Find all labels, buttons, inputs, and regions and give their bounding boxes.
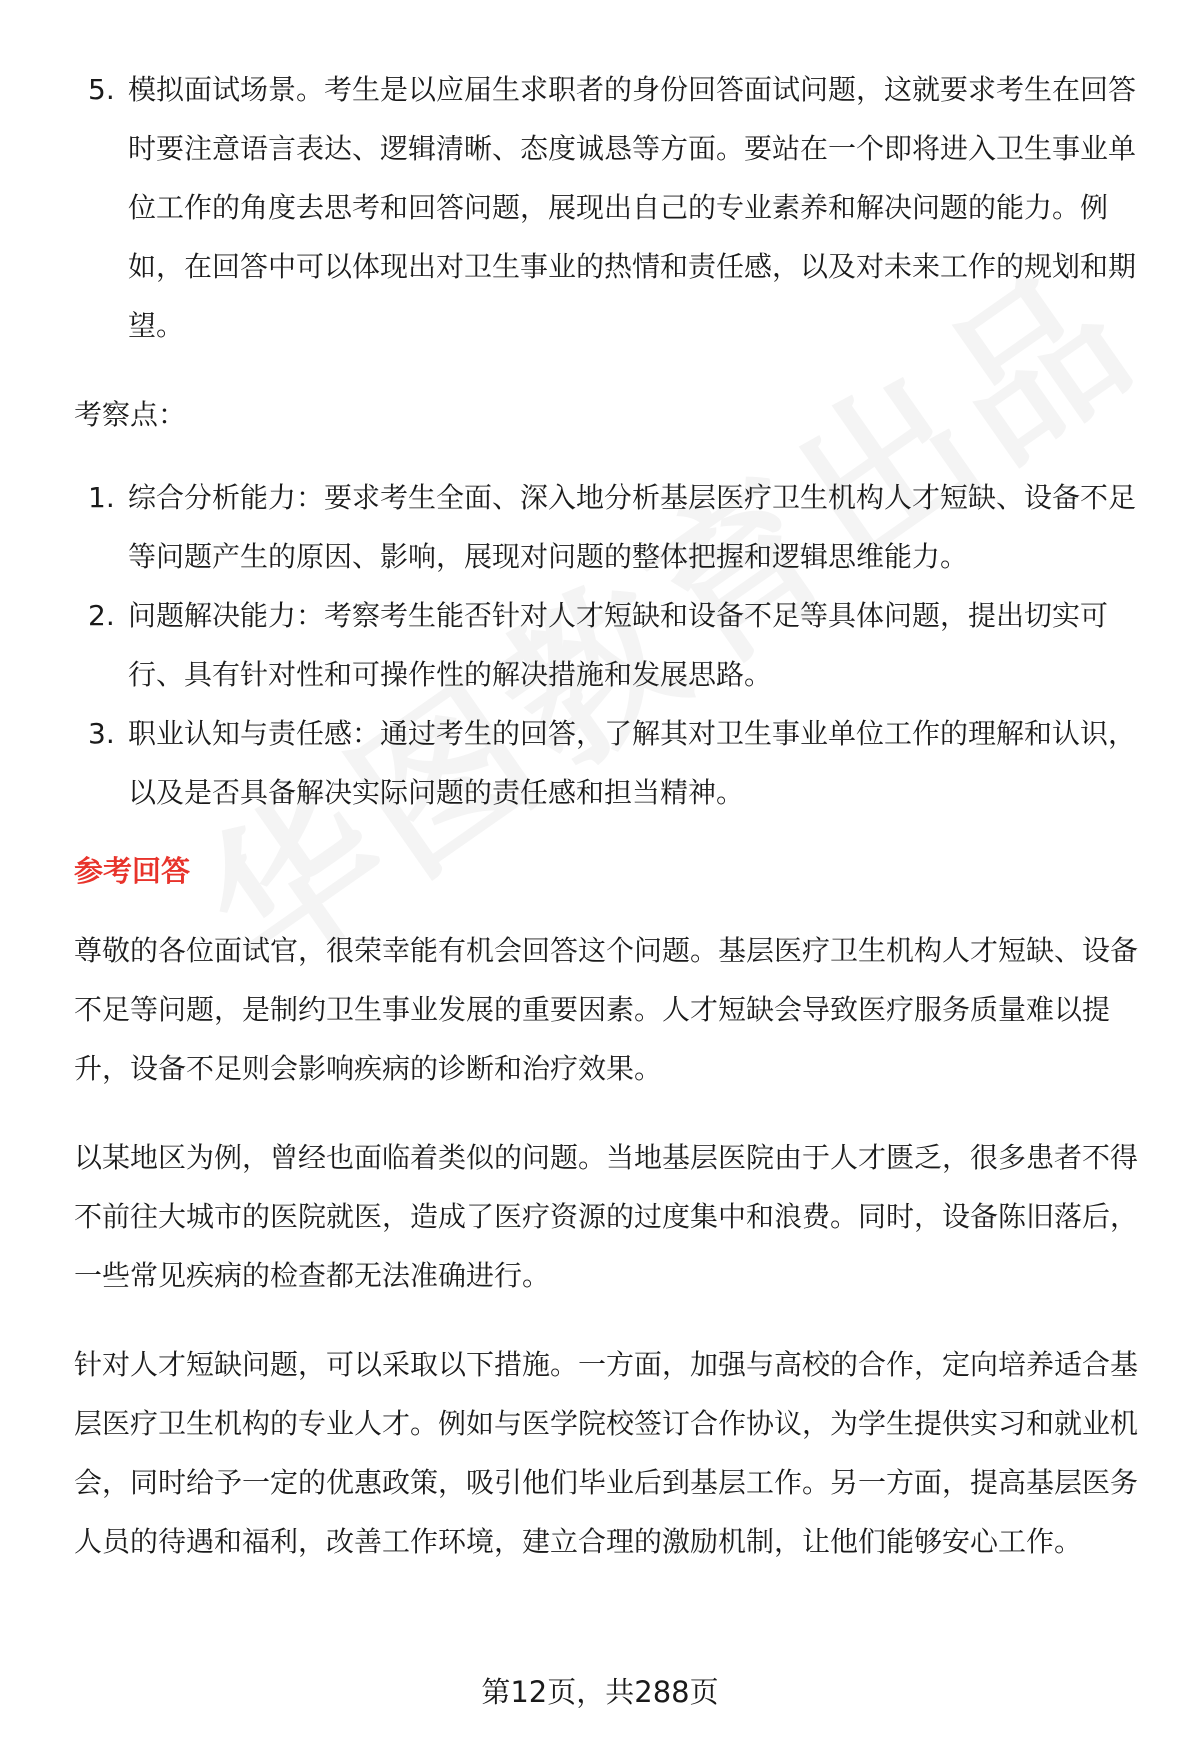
point-item-3 [74, 704, 1146, 822]
list-number: 5. [88, 73, 115, 106]
answer-paragraph-1: 尊敬的各位面试官，很荣幸能有机会回答这个问题。基层医疗卫生机构人才短缺、设备不足等问题，是制约卫生事业发展的重要因素。人才短缺会导致医疗服务质量难以提升，设备不足则会影响疾病的诊断和治疗效果。 [74, 934, 1139, 1085]
answer-paragraph-2: 以某地区为例，曾经也面临着类似的问题。当地基层医院由于人才匮乏，很多患者不得不前往大城市的医院就医，造成了医疗资源的过度集中和浪费。同时，设备陈旧落后，一些常见疾病的检查都无法准确进行。 [74, 1141, 1139, 1292]
answer-paragraph-3: 针对人才短缺问题，可以采取以下措施。一方面，加强与高校的合作，定向培养适合基层医疗卫生机构的专业人才。例如与医学院校签订合作协议，为学生提供实习和就业机会，同时给予一定的优惠政策，吸引他们毕业后到基层工作。另一方面，提高基层医务人员的待遇和福利，改善工作环境，建立合理的激励机制，让他们能够安心工作。 [74, 1348, 1139, 1558]
paragraph-gap [74, 1305, 1146, 1335]
list-text: 问题解决能力：考察考生能否针对人才短缺和设备不足等具体问题，提出切实可行、具有针对性和可操作性的解决措施和发展思路。 [128, 599, 1109, 691]
paragraph-gap [74, 1098, 1146, 1128]
point-item-1 [74, 468, 1146, 586]
points-label: 考察点： [74, 398, 187, 431]
page-content [74, 60, 1146, 1571]
list-text: 综合分析能力：要求考生全面、深入地分析基层医疗卫生机构人才短缺、设备不足等问题产生的原因、影响，展现对问题的整体把握和逻辑思维能力。 [128, 481, 1137, 573]
answer-heading: 参考回答 [74, 854, 191, 888]
point-item-2 [74, 586, 1146, 704]
list-text: 职业认知与责任感：通过考生的回答，了解其对卫生事业单位工作的理解和认识，以及是否具备解决实际问题的责任感和担当精神。 [128, 717, 1137, 809]
list-number: 3. [88, 717, 115, 750]
page-footer: 第12页，共288页 [481, 1675, 719, 1709]
list-number: 1. [88, 481, 115, 514]
list-number: 2. [88, 599, 115, 632]
list-item-5 [74, 60, 1146, 355]
list-text: 模拟面试场景。考生是以应届生求职者的身份回答面试问题，这就要求考生在回答时要注意语言表达、逻辑清晰、态度诚恳等方面。要站在一个即将进入卫生事业单位工作的角度去思考和回答问题，展现出自己的专业素养和解决问题的能力。例如，在回答中可以体现出对卫生事业的热情和责任感，以及对未来工作的规划和期望。 [128, 73, 1137, 342]
